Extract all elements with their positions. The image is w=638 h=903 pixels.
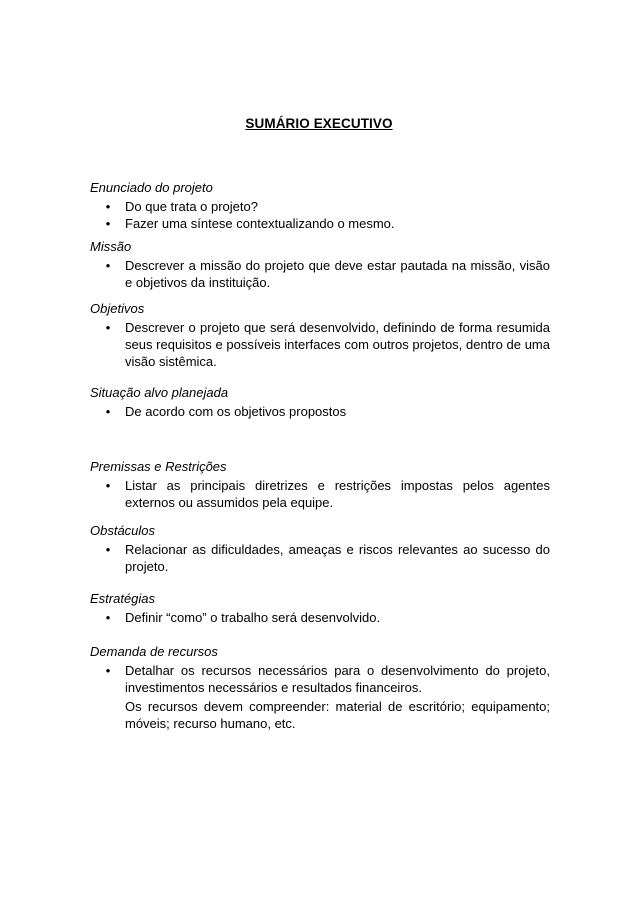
- bullet-list: [90, 198, 550, 232]
- list-item-text: De acordo com os objetivos propostos: [125, 404, 347, 419]
- bullet-icon: •: [105, 199, 111, 214]
- bullet-icon: •: [105, 478, 111, 493]
- list-item-text: Descrever o projeto que será desenvolvido, definindo de forma resumida seus requisitos e possíveis interfaces com outros projetos, dentro de uma visão sistêmica.: [125, 320, 550, 369]
- bullet-list: [90, 662, 550, 696]
- section-premissas-e-restricoes: [90, 458, 550, 511]
- list-item-continuation: Os recursos devem compreender: material de escritório; equipamento; móveis; recurso humano, etc.: [125, 699, 550, 731]
- list-item-text: Do que trata o projeto?: [125, 199, 258, 214]
- list-item: [90, 403, 550, 420]
- section-demanda-de-recursos: [90, 643, 550, 732]
- list-item: [90, 609, 550, 626]
- section-situacao-alvo-planejada: [90, 384, 550, 420]
- list-item: [90, 257, 550, 291]
- bullet-list: [90, 319, 550, 370]
- list-item-text: Listar as principais diretrizes e restrições impostas pelos agentes externos ou assumidos pela equipe.: [125, 478, 550, 510]
- bullet-icon: •: [105, 320, 111, 335]
- bullet-list: [90, 477, 550, 511]
- section-heading: Premissas e Restrições: [90, 459, 227, 474]
- list-item: [90, 215, 550, 232]
- section-heading: Obstáculos: [90, 523, 156, 538]
- bullet-list: [90, 403, 550, 420]
- bullet-icon: •: [105, 258, 111, 273]
- bullet-icon: •: [105, 663, 111, 678]
- bullet-list: [90, 609, 550, 626]
- list-item: [90, 319, 550, 370]
- document-title: SUMÁRIO EXECUTIVO: [245, 116, 393, 131]
- bullet-icon: •: [105, 216, 111, 231]
- section-heading: Estratégias: [90, 591, 156, 606]
- list-item-text: Descrever a missão do projeto que deve estar pautada na missão, visão e objetivos da instituição.: [125, 258, 550, 290]
- section-heading: Missão: [90, 239, 132, 254]
- bullet-icon: •: [105, 404, 111, 419]
- section-heading: Enunciado do projeto: [90, 180, 213, 195]
- list-item: [90, 541, 550, 575]
- section-heading: Demanda de recursos: [90, 644, 218, 659]
- bullet-list: [90, 257, 550, 291]
- list-item-text: Definir “como” o trabalho será desenvolvido.: [125, 610, 381, 625]
- list-item: [90, 662, 550, 696]
- section-objetivos: [90, 300, 550, 370]
- list-item-text: Detalhar os recursos necessários para o desenvolvimento do projeto, investimentos necessários e resultados financeiros.: [125, 663, 550, 695]
- section-missao: [90, 238, 550, 291]
- section-enunciado-do-projeto: [90, 179, 550, 232]
- list-item-text: Relacionar as dificuldades, ameaças e riscos relevantes ao sucesso do projeto.: [125, 542, 550, 574]
- list-item: [90, 198, 550, 215]
- bullet-icon: •: [105, 542, 111, 557]
- bullet-icon: •: [105, 610, 111, 625]
- bullet-list: [90, 541, 550, 575]
- list-item-text: Fazer uma síntese contextualizando o mesmo.: [125, 216, 395, 231]
- section-heading: Objetivos: [90, 301, 145, 316]
- list-item: [90, 477, 550, 511]
- section-obstaculos: [90, 522, 550, 575]
- section-heading: Situação alvo planejada: [90, 385, 229, 400]
- section-estrategias: [90, 590, 550, 626]
